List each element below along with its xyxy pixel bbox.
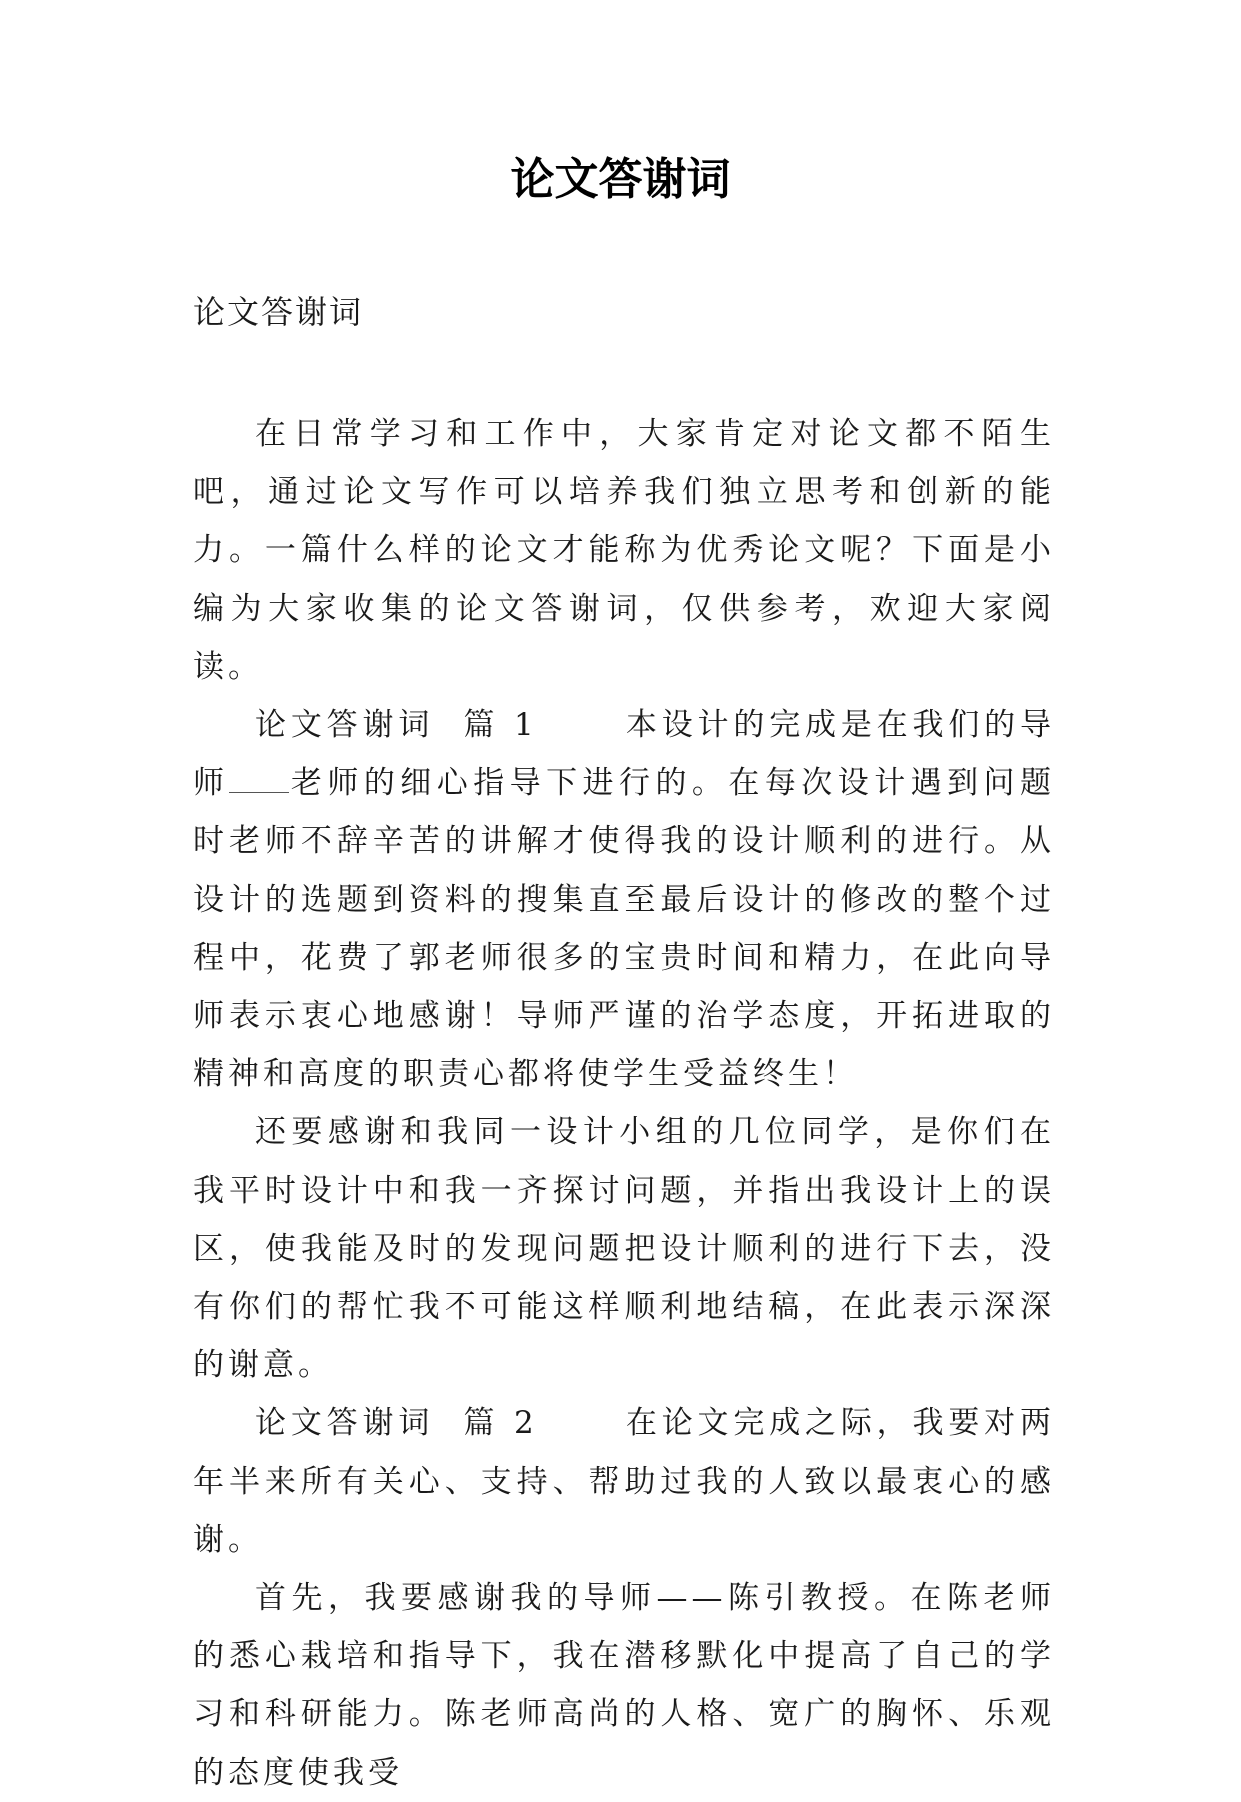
document-body — [193, 405, 1055, 1802]
section-2-paragraph-2: 首先，我要感谢我的导师——陈引教授。在陈老师的悉心栽培和指导下，我在潜移默化中提高了自己的学习和科研能力。陈老师高尚的人格、宽广的胸怀、乐观的态度使我受 — [193, 1580, 1055, 1791]
section-1-paragraph-2: 还要感谢和我同一设计小组的几位同学，是你们在我平时设计中和我一齐探讨问题，并指出我设计上的误区，使我能及时的发现问题把设计顺利的进行下去，没有你们的帮忙我不可能这样顺利地结稿，在此表示深深的谢意。 — [193, 1114, 1055, 1384]
name-blank-line — [229, 790, 289, 793]
document-subtitle: 论文答谢词 — [193, 293, 364, 331]
document-title: 论文答谢词 — [510, 154, 731, 205]
section-2-heading: 论文答谢词 篇 2 — [255, 1405, 538, 1442]
section-1-paragraph-1 — [193, 696, 1055, 1103]
intro-paragraph: 在日常学习和工作中，大家肯定对论文都不陌生吧，通过论文写作可以培养我们独立思考和创新的能力。一篇什么样的论文才能称为优秀论文呢？下面是小编为大家收集的论文答谢词，仅供参考，欢迎大家阅读。 — [193, 416, 1055, 685]
section-2-paragraph-1 — [193, 1394, 1055, 1569]
section-1-text-start: 本设计的完成是在我们的导师 — [193, 707, 1056, 802]
section-1-heading: 论文答谢词 篇 1 — [255, 707, 538, 744]
section-1-text-rest: 老师的细心指导下进行的。在每次设计遇到问题时老师不辞辛苦的讲解才使得我的设计顺利的进行。从设计的选题到资料的搜集直至最后设计的修改的整个过程中，花费了郭老师很多的宝贵时间和精力，在此向导师表示衷心地感谢！导师严谨的治学态度，开拓进取的精神和高度的职责心都将使学生受益终生！ — [193, 765, 1056, 1093]
section-2-text: 在论文完成之际，我要对两年半来所有关心、支持、帮助过我的人致以最衷心的感谢。 — [193, 1405, 1056, 1558]
